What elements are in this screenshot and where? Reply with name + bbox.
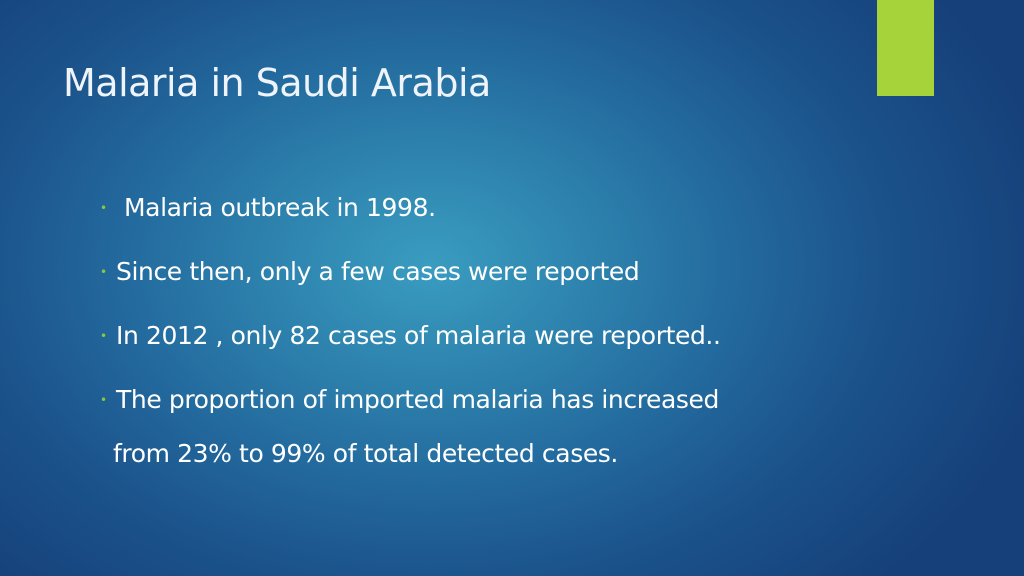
bullet-list — [100, 186, 721, 468]
bullet-dot: • — [100, 201, 107, 215]
bullet-dot: • — [100, 393, 107, 407]
bullet-text: Since then, only a few cases were reported — [116, 257, 640, 286]
bullet-item — [100, 186, 721, 230]
bullet-item — [100, 378, 721, 468]
bullet-text-continuation: from 23% to 99% of total detected cases. — [113, 439, 618, 468]
bullet-item — [100, 250, 721, 294]
accent-bar — [877, 0, 934, 96]
bullet-text: Malaria outbreak in 1998. — [124, 193, 436, 222]
bullet-dot: • — [100, 329, 107, 343]
bullet-dot: • — [100, 265, 107, 279]
bullet-text: The proportion of imported malaria has increased — [116, 385, 720, 414]
bullet-text: In 2012 , only 82 cases of malaria were reported.. — [116, 321, 721, 350]
bullet-item — [100, 314, 721, 358]
slide-title: Malaria in Saudi Arabia — [63, 61, 491, 105]
